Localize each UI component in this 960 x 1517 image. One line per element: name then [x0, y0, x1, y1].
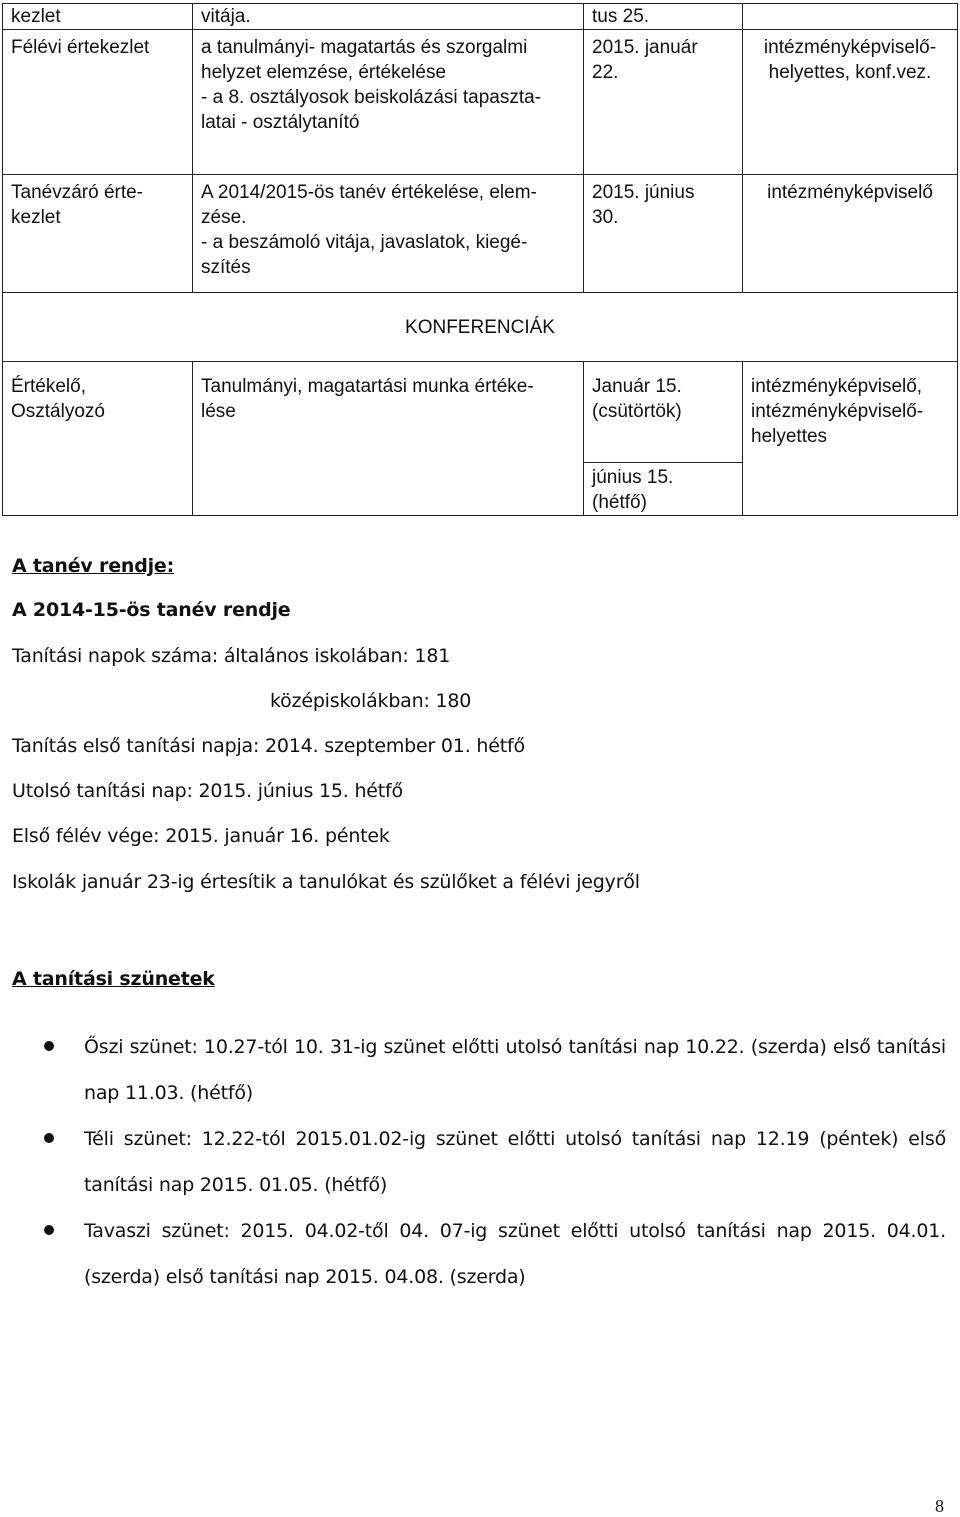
table-row [3, 175, 958, 293]
table-row [3, 362, 958, 516]
table-cell [743, 4, 958, 30]
schedule-line: Tanítási napok száma: általános iskolában: 181 [12, 645, 451, 667]
schedule-line: Első félév vége: 2015. január 16. péntek [12, 825, 390, 847]
date-june: június 15. (hétfő) [592, 467, 674, 513]
table-cell: a tanulmányi- magatartás és szorgalmi helyzet elemzése, értékelése - a 8. osztályosok beiskolázási tapaszta- latai - osztálytanító [193, 30, 584, 175]
table-cell: tus 25. [584, 4, 743, 30]
schedule-line: Iskolák január 23-ig értesítik a tanulókat és szülőket a félévi jegyről [12, 871, 640, 893]
bullet-icon [44, 1041, 54, 1051]
table-cell: A 2014/2015-ös tanév értékelése, elem- zése. - a beszámoló vitája, javaslatok, kiegé- szítés [193, 175, 584, 293]
table-cell [584, 362, 743, 516]
table-row [3, 30, 958, 175]
date-january: Január 15. (csütörtök) [584, 362, 742, 463]
meetings-table [2, 3, 958, 516]
table-section-row [3, 293, 958, 362]
table-cell: intézményképviselő- helyettes, konf.vez. [743, 30, 958, 175]
table-row [3, 4, 958, 30]
table-cell: vitája. [193, 4, 584, 30]
breaks-list [40, 1024, 946, 1300]
table-cell: Tanulmányi, magatartási munka értéke- lése [193, 362, 584, 516]
bullet-icon [44, 1225, 54, 1235]
break-text: Tavaszi szünet: 2015. 04.02-től 04. 07-ig szünet előtti utolsó tanítási nap 2015. 04.01. (szerda) első tanítási nap 2015. 04.08. (szerda) [84, 1220, 946, 1288]
section-title: KONFERENCIÁK [3, 293, 958, 362]
break-text: Téli szünet: 12.22-tól 2015.01.02-ig szünet előtti utolsó tanítási nap 12.19 (péntek) első tanítási nap 2015. 01.05. (hétfő) [84, 1128, 946, 1196]
table-cell: intézményképviselő [743, 175, 958, 293]
list-item [40, 1116, 946, 1208]
table-cell: 2015. január 22. [584, 30, 743, 175]
table-cell: intézményképviselő, intézményképviselő- helyettes [743, 362, 958, 516]
schedule-heading: A tanév rendje: [12, 555, 175, 577]
list-item [40, 1208, 946, 1300]
table-cell: 2015. június 30. [584, 175, 743, 293]
breaks-heading: A tanítási szünetek [12, 968, 215, 990]
schedule-subheading: A 2014-15-ös tanév rendje [12, 599, 291, 621]
bullet-icon [44, 1133, 54, 1143]
table-cell: Félévi értekezlet [3, 30, 193, 175]
list-item [40, 1024, 946, 1116]
schedule-line: Tanítás első tanítási napja: 2014. szeptember 01. hétfő [12, 735, 525, 757]
schedule-line: középiskolákban: 180 [270, 690, 472, 712]
break-text: Őszi szünet: 10.27-tól 10. 31-ig szünet előtti utolsó tanítási nap 10.22. (szerda) első tanítási nap 11.03. (hétfő) [84, 1036, 946, 1104]
schedule-line: Utolsó tanítási nap: 2015. június 15. hétfő [12, 780, 403, 802]
table-cell: kezlet [3, 4, 193, 30]
table-cell: Értékelő, Osztályozó [3, 362, 193, 516]
table-cell: Tanévzáró érte- kezlet [3, 175, 193, 293]
page-number: 8 [935, 1496, 944, 1516]
